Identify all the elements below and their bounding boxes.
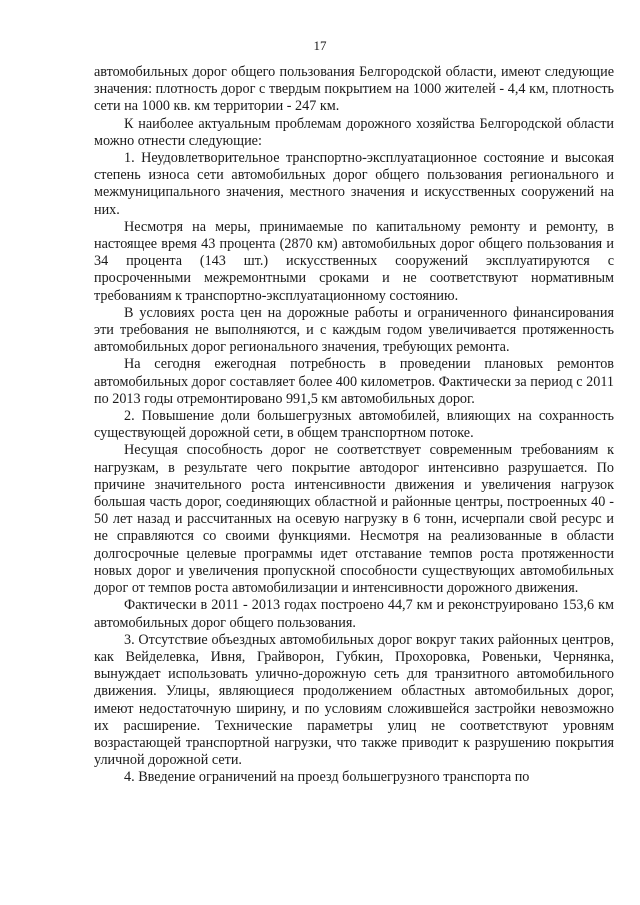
paragraph-1: автомобильных дорог общего пользования Белгородской области, имеют следующие значения: плотность дорог с твердым покрытием на 1000 жителей - 4,4 км, плотность сети на 1000 кв. км территории - 247 км. (94, 64, 614, 115)
paragraph-4: Несмотря на меры, принимаемые по капитальному ремонту и ремонту, в настоящее время 43 процента (2870 км) автомобильных дорог общего пользования и 34 процента (143 шт.) искусственных сооружений эксплуатируются с просроченными межремонтными сроками и не соответствуют нормативным требованиям к транспортно-эксплуатационному состоянию. (94, 218, 614, 304)
paragraph-5: В условиях роста цен на дорожные работы и ограниченного финансирования эти требования не выполняются, и с каждым годом увеличивается протяженность автомобильных дорог регионального значения, требующих ремонта. (94, 304, 614, 356)
paragraph-10: 3. Отсутствие объездных автомобильных дорог вокруг таких районных центров, как Вейделевка, Ивня, Грайворон, Губкин, Прохоровка, Ровеньки, Чернянка, вынуждает использовать улично-дорожную сеть для транзитного автомобильного движения. Улицы, являющиеся продолжением областных автомобильных дорог, имеют недостаточную ширину, и по условиям сложившейся застройки невозможно их расширение. Технические параметры улиц не соответствуют уровням возрастающей транспортной нагрузки, что также приводит к разрушению покрытия уличной дорожной сети. (94, 631, 614, 769)
paragraph-2: К наиболее актуальным проблемам дорожного хозяйства Белгородской области можно отнести следующие: (94, 115, 614, 149)
paragraph-6: На сегодня ежегодная потребность в проведении плановых ремонтов автомобильных дорог составляет более 400 километров. Фактически за период с 2011 по 2013 годы отремонтировано 991,5 км автомобильных дорог. (94, 356, 614, 407)
paragraph-9: Фактически в 2011 - 2013 годах построено 44,7 км и реконструировано 153,6 км автомобильных дорог общего пользования. (94, 597, 614, 631)
paragraph-8: Несущая способность дорог не соответствует современным требованиям к нагрузкам, в результате чего покрытие автодорог интенсивно разрушается. По причине значительного роста интенсивности движения и увеличения нагрузок большая часть дорог, соединяющих областной и районные центры, построенных 40 - 50 лет назад и рассчитанных на осевую нагрузку в 6 тонн, исчерпали свой ресурс и не справляются со своими функциями. Несмотря на реализованные в области долгосрочные целевые программы идет отставание темпов роста протяженности новых дорог и увеличения пропускной способности существующих автомобильных дорог от темпов роста автомобилизации и интенсивности дорожного движения. (94, 442, 614, 597)
paragraph-3: 1. Неудовлетворительное транспортно-эксплуатационное состояние и высокая степень износа сети автомобильных дорог общего пользования регионального и межмуниципального значения, местного значения и искусственных сооружений на них. (94, 150, 614, 218)
document-body (94, 64, 614, 787)
paragraph-11: 4. Введение ограничений на проезд большегрузного транспорта по (124, 769, 530, 786)
page-number: 17 (313, 38, 327, 53)
paragraph-7: 2. Повышение доли большегрузных автомобилей, влияющих на сохранность существующей дорожной сети, в общем транспортном потоке. (94, 408, 614, 442)
